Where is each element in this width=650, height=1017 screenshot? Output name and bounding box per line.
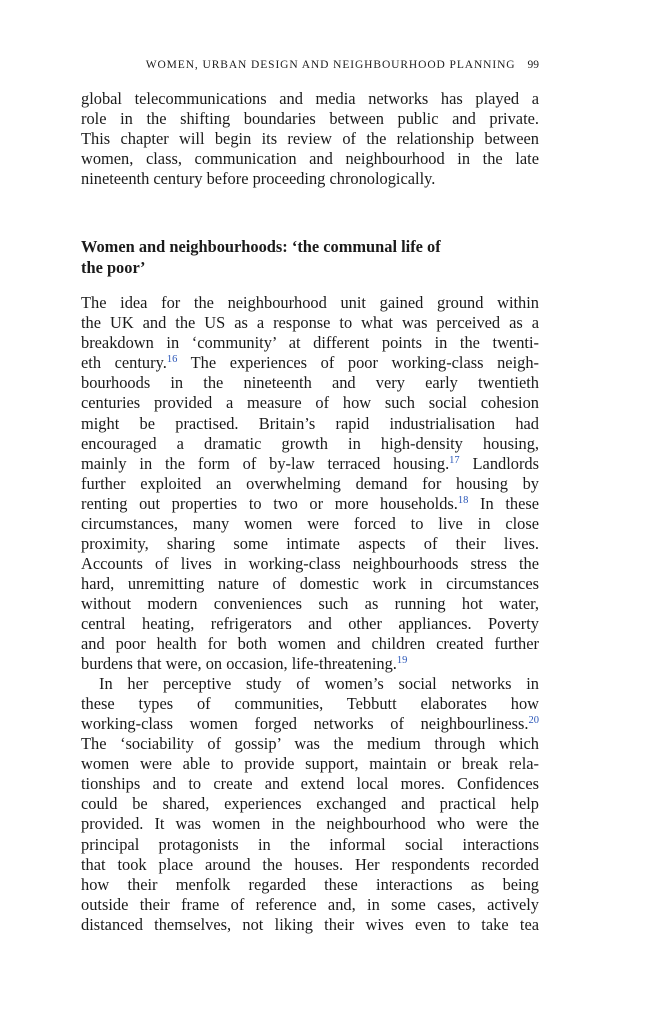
running-head	[81, 55, 539, 75]
footnote-ref-18[interactable]: 18	[457, 494, 469, 506]
text-run: In these	[468, 493, 539, 513]
section-heading	[81, 236, 539, 278]
intro-paragraph	[81, 89, 539, 189]
text-run: The experiences of poor working-class neigh-	[177, 353, 539, 373]
text-line: and poor health for both women and children created further	[81, 634, 539, 654]
text-line: principal protagonists in the informal social interactions	[81, 834, 539, 854]
body-paragraph-1	[81, 293, 539, 674]
text-line: central heating, refrigerators and other appliances. Poverty	[81, 613, 539, 633]
text-line: how their menfolk regarded these interactions as being	[81, 874, 539, 894]
text-line: women were able to provide support, maintain or break rela-	[81, 754, 539, 774]
text-line: further exploited an overwhelming demand for housing by	[81, 473, 539, 493]
text-line	[81, 353, 539, 373]
text-line: centuries provided a measure of how such social cohesion	[81, 393, 539, 413]
text-line: This chapter will begin its review of the relationship between	[81, 129, 539, 149]
text-line: hard, unremitting nature of domestic work in circumstances	[81, 573, 539, 593]
text-line: women, class, communication and neighbourhood in the late	[81, 149, 539, 169]
text-line: these types of communities, Tebbutt elaborates how	[81, 694, 539, 714]
book-page	[81, 55, 539, 935]
text-line: nineteenth century before proceeding chronologically.	[81, 169, 436, 189]
text-line	[81, 714, 539, 734]
text-run: eth century.	[81, 353, 167, 373]
text-run: mainly in the form of by-law terraced housing.	[81, 453, 450, 473]
text-run: burdens that were, on occasion, life-threatening.	[81, 654, 397, 674]
text-line: breakdown in ‘community’ at different points in the twenti-	[81, 333, 539, 353]
footnote-ref-16[interactable]: 16	[166, 354, 178, 366]
footnote-ref-20[interactable]: 20	[528, 715, 539, 727]
text-line: distanced themselves, not liking their wives even to take tea	[81, 914, 539, 934]
text-line: Accounts of lives in working-class neighbourhoods stress the	[81, 553, 539, 573]
text-run: working-class women forged networks of neighbourliness.	[81, 714, 529, 734]
text-line: The ‘sociability of gossip’ was the medium through which	[81, 734, 539, 754]
text-line: the UK and the US as a response to what was perceived as a	[81, 313, 539, 333]
heading-line: Women and neighbourhoods: ‘the communal life of	[81, 237, 441, 257]
text-line: global telecommunications and media networks has played a	[81, 89, 539, 108]
text-line: might be practised. Britain’s rapid industrialisation had	[81, 413, 539, 433]
body-paragraph-2	[81, 674, 539, 935]
text-run: Landlords	[459, 453, 539, 473]
text-line: could be shared, experiences exchanged and practical help	[81, 794, 539, 814]
footnote-ref-17[interactable]: 17	[449, 454, 460, 466]
text-line: that took place around the houses. Her respondents recorded	[81, 854, 539, 874]
text-line	[81, 494, 539, 514]
footnote-ref-19[interactable]: 19	[396, 655, 408, 667]
text-line: circumstances, many women were forced to live in close	[81, 513, 539, 533]
page-number: 99	[527, 59, 539, 71]
text-line: role in the shifting boundaries between public and private.	[81, 109, 539, 129]
text-line: bourhoods in the nineteenth and very early twentieth	[81, 373, 539, 393]
text-line	[81, 654, 539, 674]
heading-line: the poor’	[81, 258, 146, 278]
text-line: without modern conveniences such as running hot water,	[81, 593, 539, 613]
text-line: outside their frame of reference and, in some cases, actively	[81, 894, 539, 914]
text-line: In her perceptive study of women’s social networks in	[99, 674, 539, 694]
text-line	[81, 454, 539, 474]
running-title: WOMEN, URBAN DESIGN AND NEIGHBOURHOOD PLANNING	[145, 59, 516, 71]
text-line: provided. It was women in the neighbourhood who were the	[81, 814, 539, 834]
text-run: renting out properties to two or more households.	[81, 493, 458, 513]
text-line: The idea for the neighbourhood unit gained ground within	[81, 293, 539, 313]
text-line: tionships and to create and extend local mores. Confidences	[81, 774, 539, 794]
text-line: proximity, sharing some intimate aspects of their lives.	[81, 533, 539, 553]
text-line: encouraged a dramatic growth in high-density housing,	[81, 433, 539, 453]
